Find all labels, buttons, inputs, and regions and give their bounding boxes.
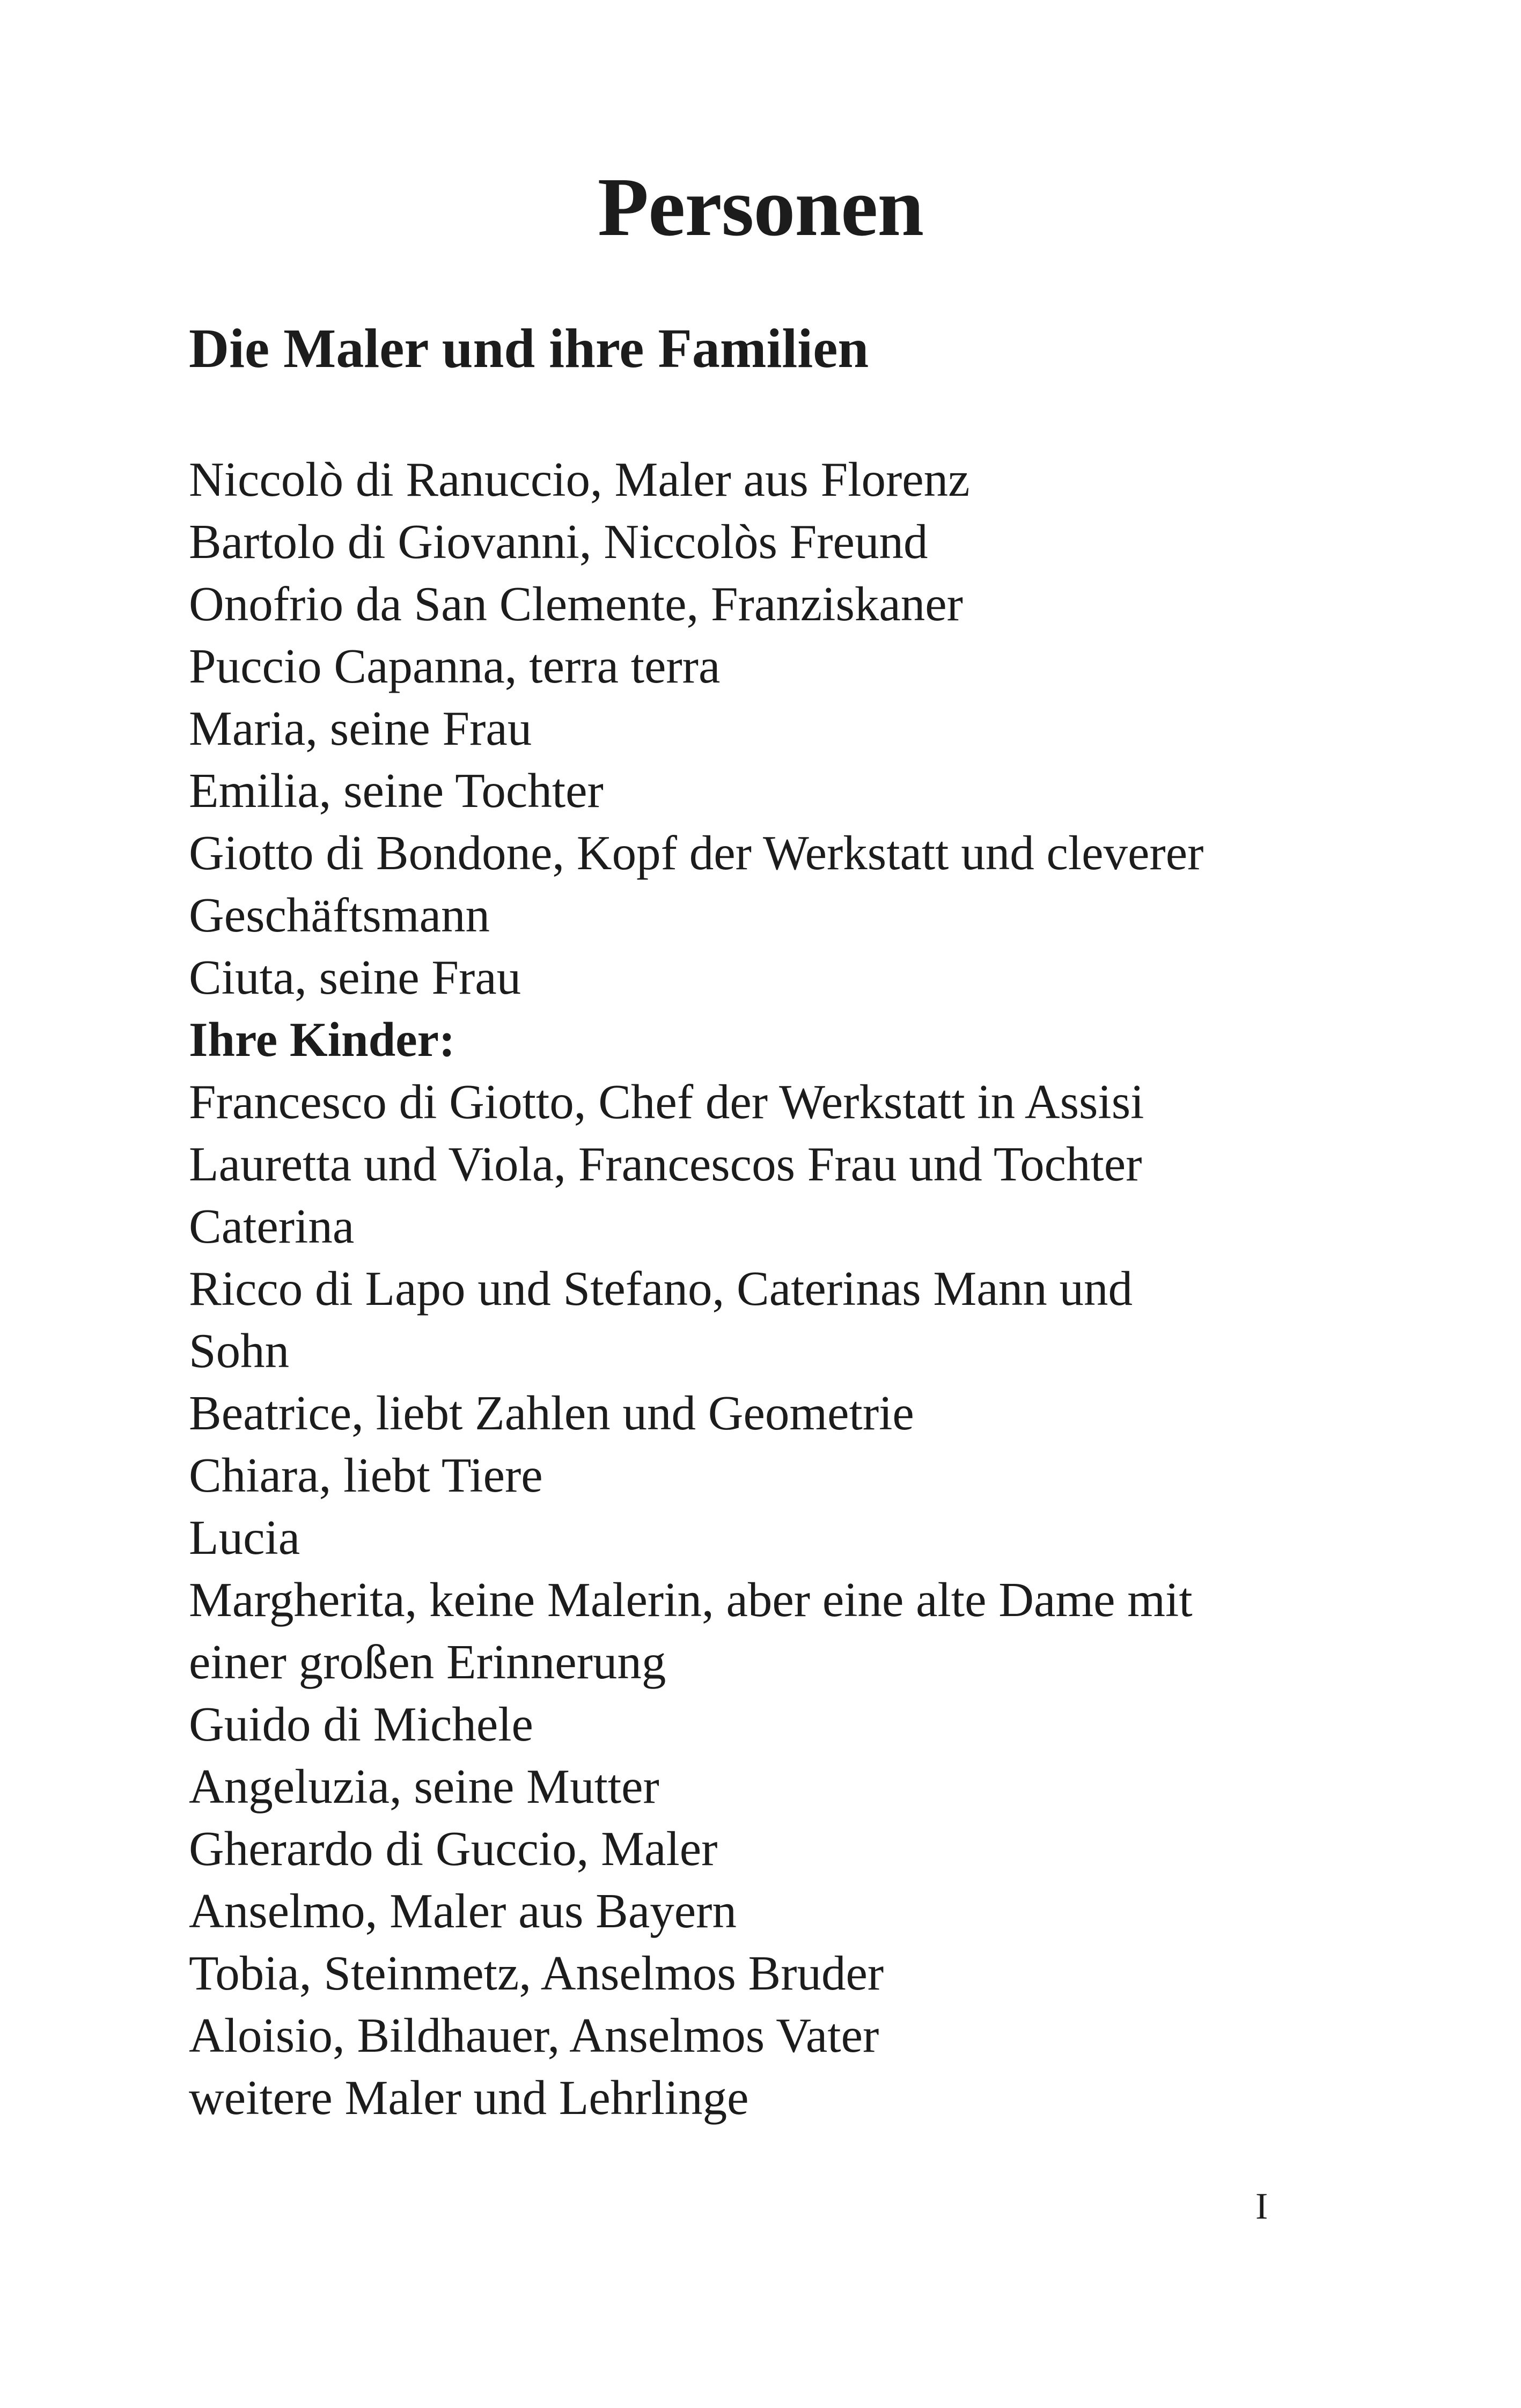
list-item: Ciuta, seine Frau [189,950,521,1004]
list-item: Chiara, liebt Tiere [189,1448,543,1502]
list-item: Puccio Capanna, terra terra [189,639,721,693]
list-item: Giotto di Bondone, Kopf der Werkstatt und cleverer [189,826,1204,880]
page-number: I [1255,2186,1268,2227]
list-item: Caterina [189,1199,355,1253]
list-item: Guido di Michele [189,1697,533,1751]
list-item: Gherardo di Guccio, Maler [189,1822,718,1876]
persons-list [189,449,1316,2129]
list-item: Angeluzia, seine Mutter [189,1759,659,1814]
list-item: Niccolò di Ranuccio, Maler aus Florenz [189,452,970,506]
list-item: Maria, seine Frau [189,701,532,755]
list-item: Onofrio da San Clemente, Franziskaner [189,577,963,631]
list-item: Bartolo di Giovanni, Niccolòs Freund [189,515,928,569]
list-item: Lauretta und Viola, Francescos Frau und Tochter [189,1137,1142,1191]
list-item: Tobia, Steinmetz, Anselmos Bruder [189,1946,884,2000]
list-item: Ricco di Lapo und Stefano, Caterinas Mann und [189,1261,1133,1316]
list-item: Francesco di Giotto, Chef der Werkstatt in Assisi [189,1075,1144,1129]
subheading-children: Ihre Kinder: [189,1012,455,1067]
list-item: Anselmo, Maler aus Bayern [189,1884,737,1938]
list-item: Emilia, seine Tochter [189,763,604,818]
list-item: Aloisio, Bildhauer, Anselmos Vater [189,2008,879,2062]
list-item: Lucia [189,1510,300,1565]
list-item: Beatrice, liebt Zahlen und Geometrie [189,1386,914,1440]
list-item: Geschäftsmann [189,888,490,942]
section-heading: Die Maler und ihre Familien [189,318,869,379]
list-item: Sohn [189,1324,290,1378]
page-title: Personen [597,160,924,253]
list-item: Margherita, keine Malerin, aber eine alte Dame mit [189,1573,1193,1627]
list-item: weitere Maler und Lehrlinge [189,2071,749,2125]
list-item: einer großen Erinnerung [189,1635,666,1689]
